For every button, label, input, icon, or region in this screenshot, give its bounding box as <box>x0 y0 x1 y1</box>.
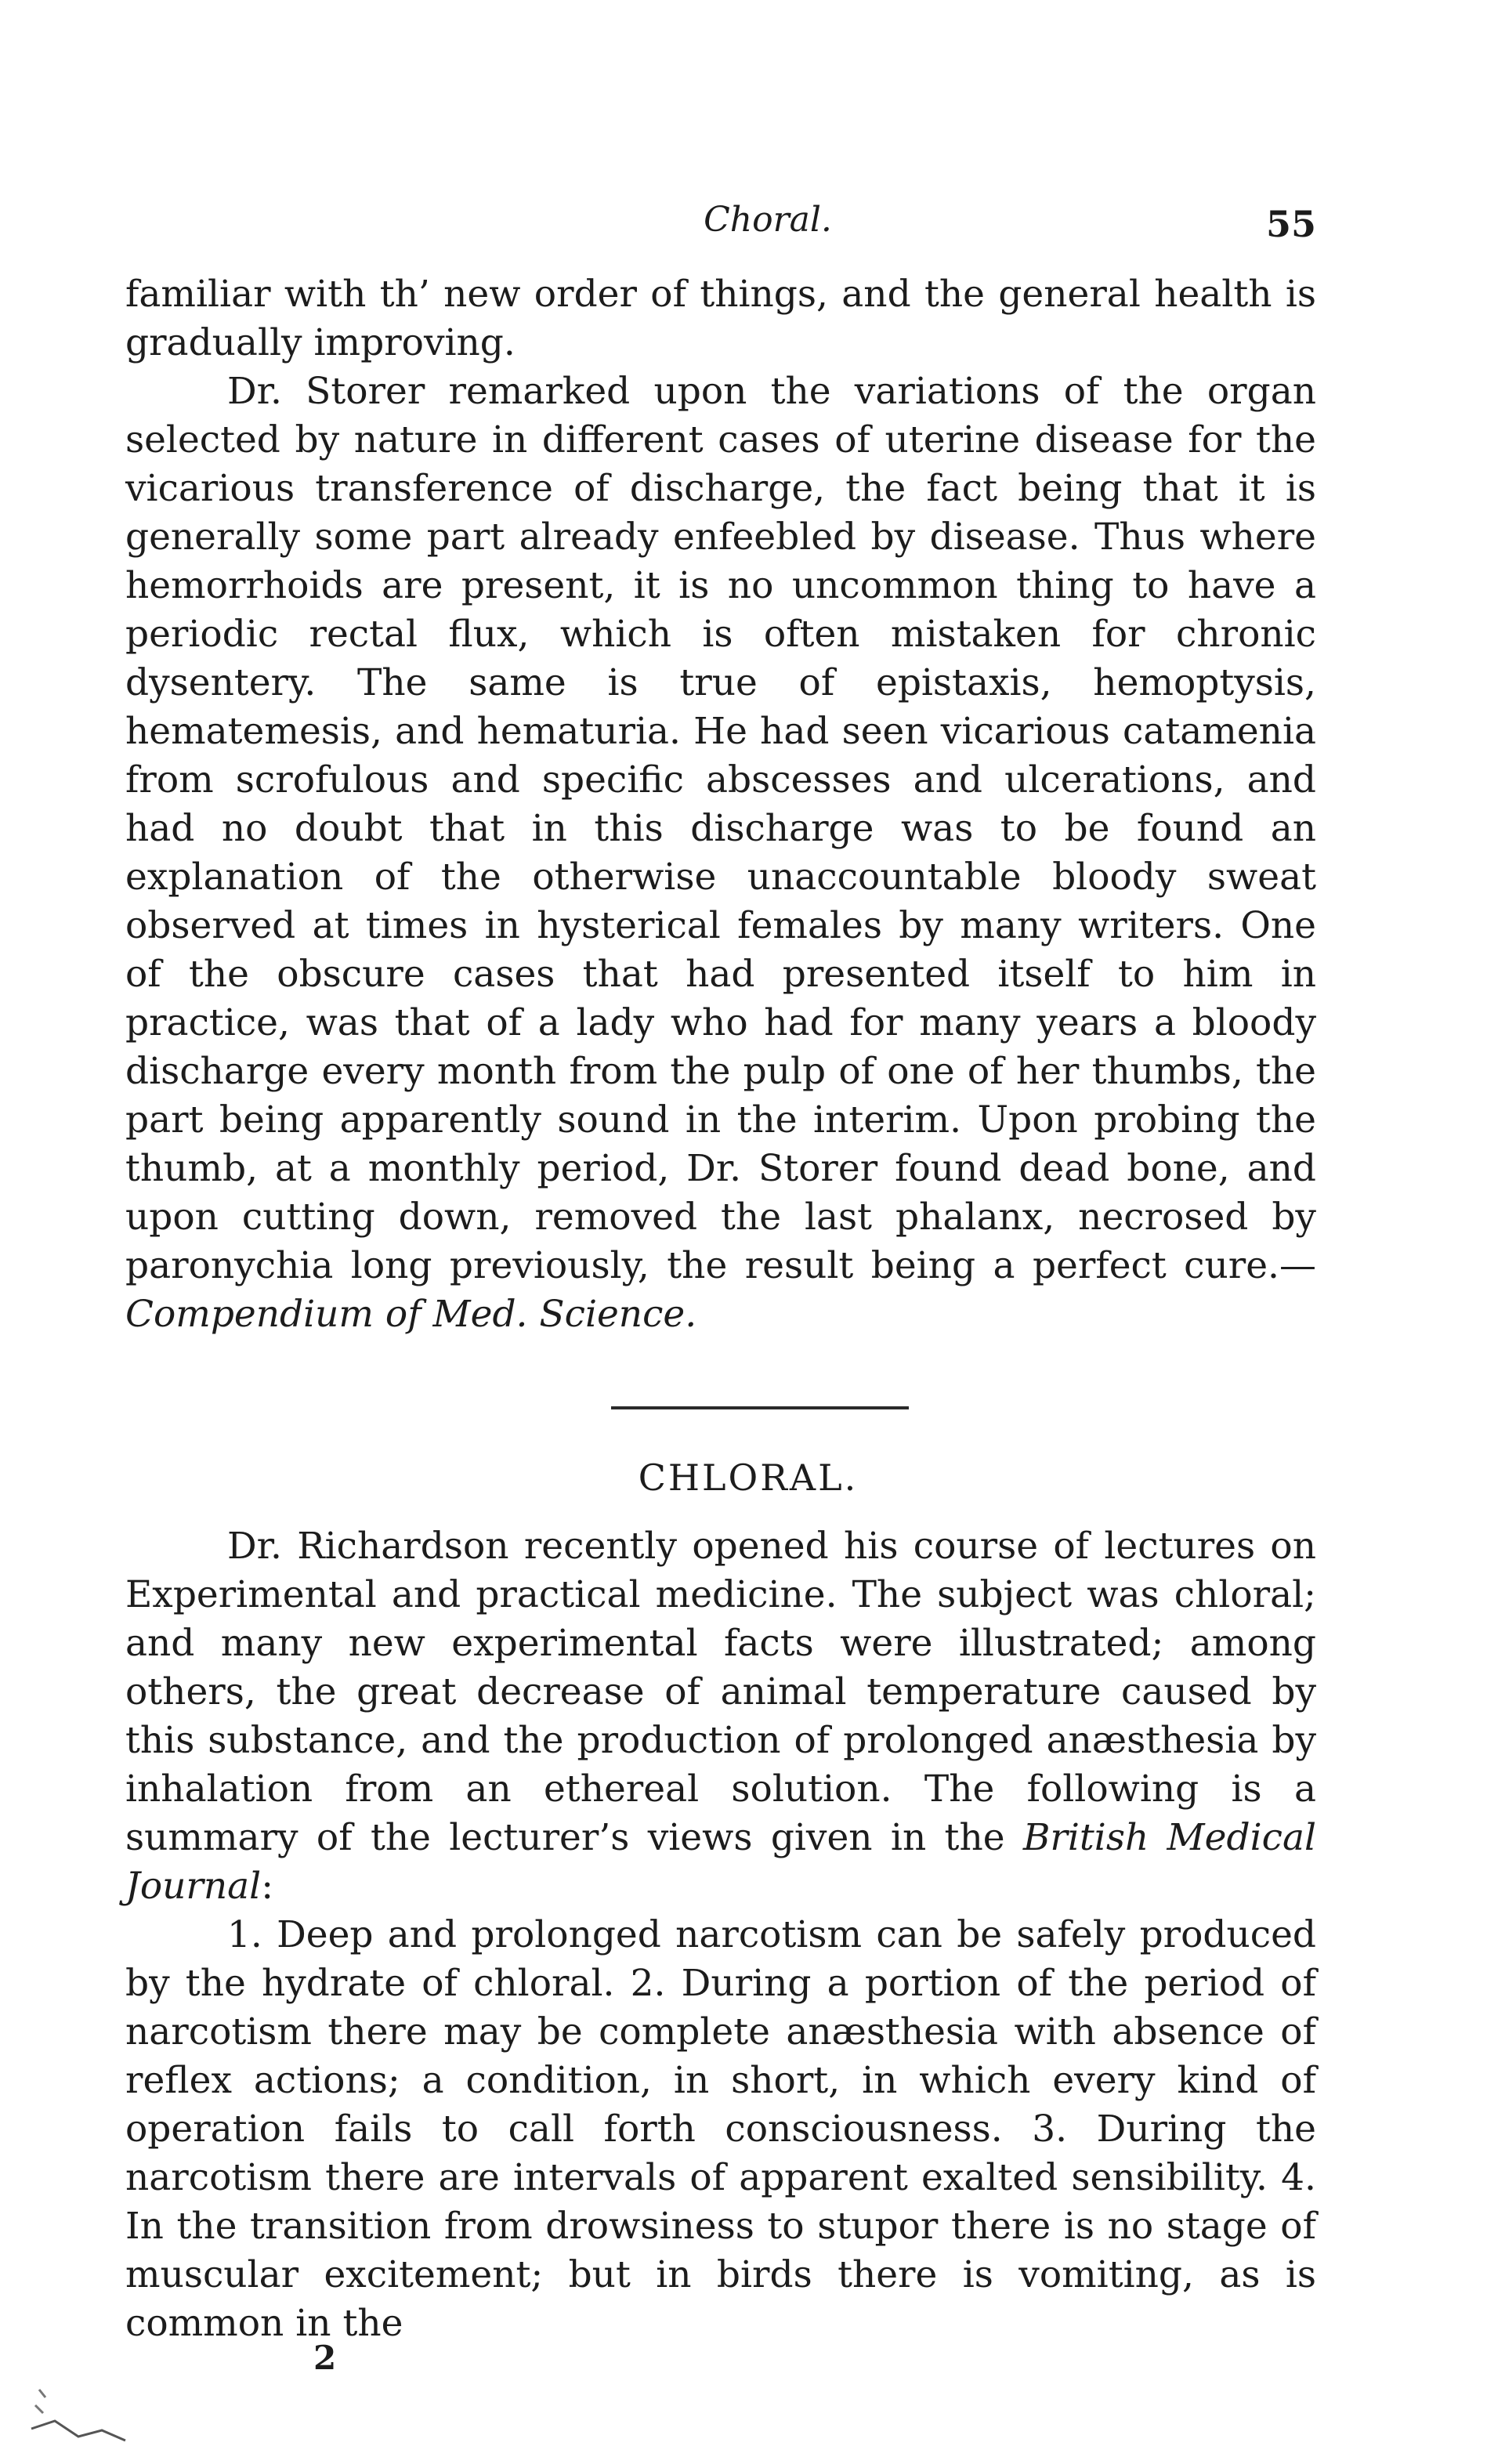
section-divider <box>611 1406 909 1409</box>
section-title: CHLORAL. <box>638 1456 859 1499</box>
page-header <box>125 200 1316 262</box>
body-text <box>125 270 1316 2348</box>
running-head: Choral. <box>704 200 832 240</box>
paragraph-findings: 1. Deep and prolonged narcotism can be safely produced by the hydrate of chloral. 2. During a portion of the period of narcotism there may be complete anæsthesia with absence of reflex actions; a condition, in short, in which every kind of operation fails to call forth consciousness. 3. During the narcotism there are intervals of apparent exalted sensibility. 4. In the transition from drowsiness to stupor there is no stage of muscular excitement; but in birds there is vomiting, as is common in the <box>125 1913 1316 2345</box>
source-citation: Compendium of Med. Science. <box>125 1293 697 1336</box>
paragraph-continued: familiar with th’ new order of things, and the general health is gradually improving. <box>125 273 1316 364</box>
paragraph-storer <box>125 367 1316 1339</box>
paragraph-storer-text: Dr. Storer remarked upon the variations of the organ selected by nature in different cases of uterine disease for the vicarious transference of discharge, the fact being that it is generally some part already enfeebled by disease. Thus where hemorrhoids are present, it is no uncommon thing to have a periodic rectal flux, which is often mistaken for chronic dysentery. The same is true of epistaxis, hemoptysis, hematemesis, and hematuria. He had seen vicarious catamenia from scrofulous and specific abscesses and ulcerations, and had no doubt that in this discharge was to be found an explanation of the otherwise unaccountable bloody sweat observed at times in hysterical females by many writers. One of the obscure cases that had presented itself to him in practice, was that of a lady who had for many years a bloody discharge every month from the pulp of one of her thumbs, the part being apparently sound in the interim. Upon probing the thumb, at a monthly period, Dr. Storer found dead bone, and upon cutting down, removed the last phalanx, necrosed by paronychia long previously, the result being a perfect cure.— <box>125 370 1316 1287</box>
paragraph-richardson-end: : <box>261 1865 274 1908</box>
page-number: 55 <box>1265 203 1316 245</box>
signature-mark: 2 <box>313 2339 337 2377</box>
journal-citation: British Medical Journal <box>125 1816 1316 1908</box>
paragraph-richardson-text: Dr. Richardson recently opened his course of lectures on Experimental and practical medicine. The subject was chloral; and many new experimental facts were illustrated; among others, the great decrease of animal temperature caused by this substance, and the production of prolonged anæsthesia by inhalation from an ethereal solution. The following is a summary of the lecturer’s views given in the <box>125 1525 1316 1859</box>
page-edge-smudge <box>24 2374 141 2444</box>
paragraph-richardson <box>125 1522 1316 1911</box>
